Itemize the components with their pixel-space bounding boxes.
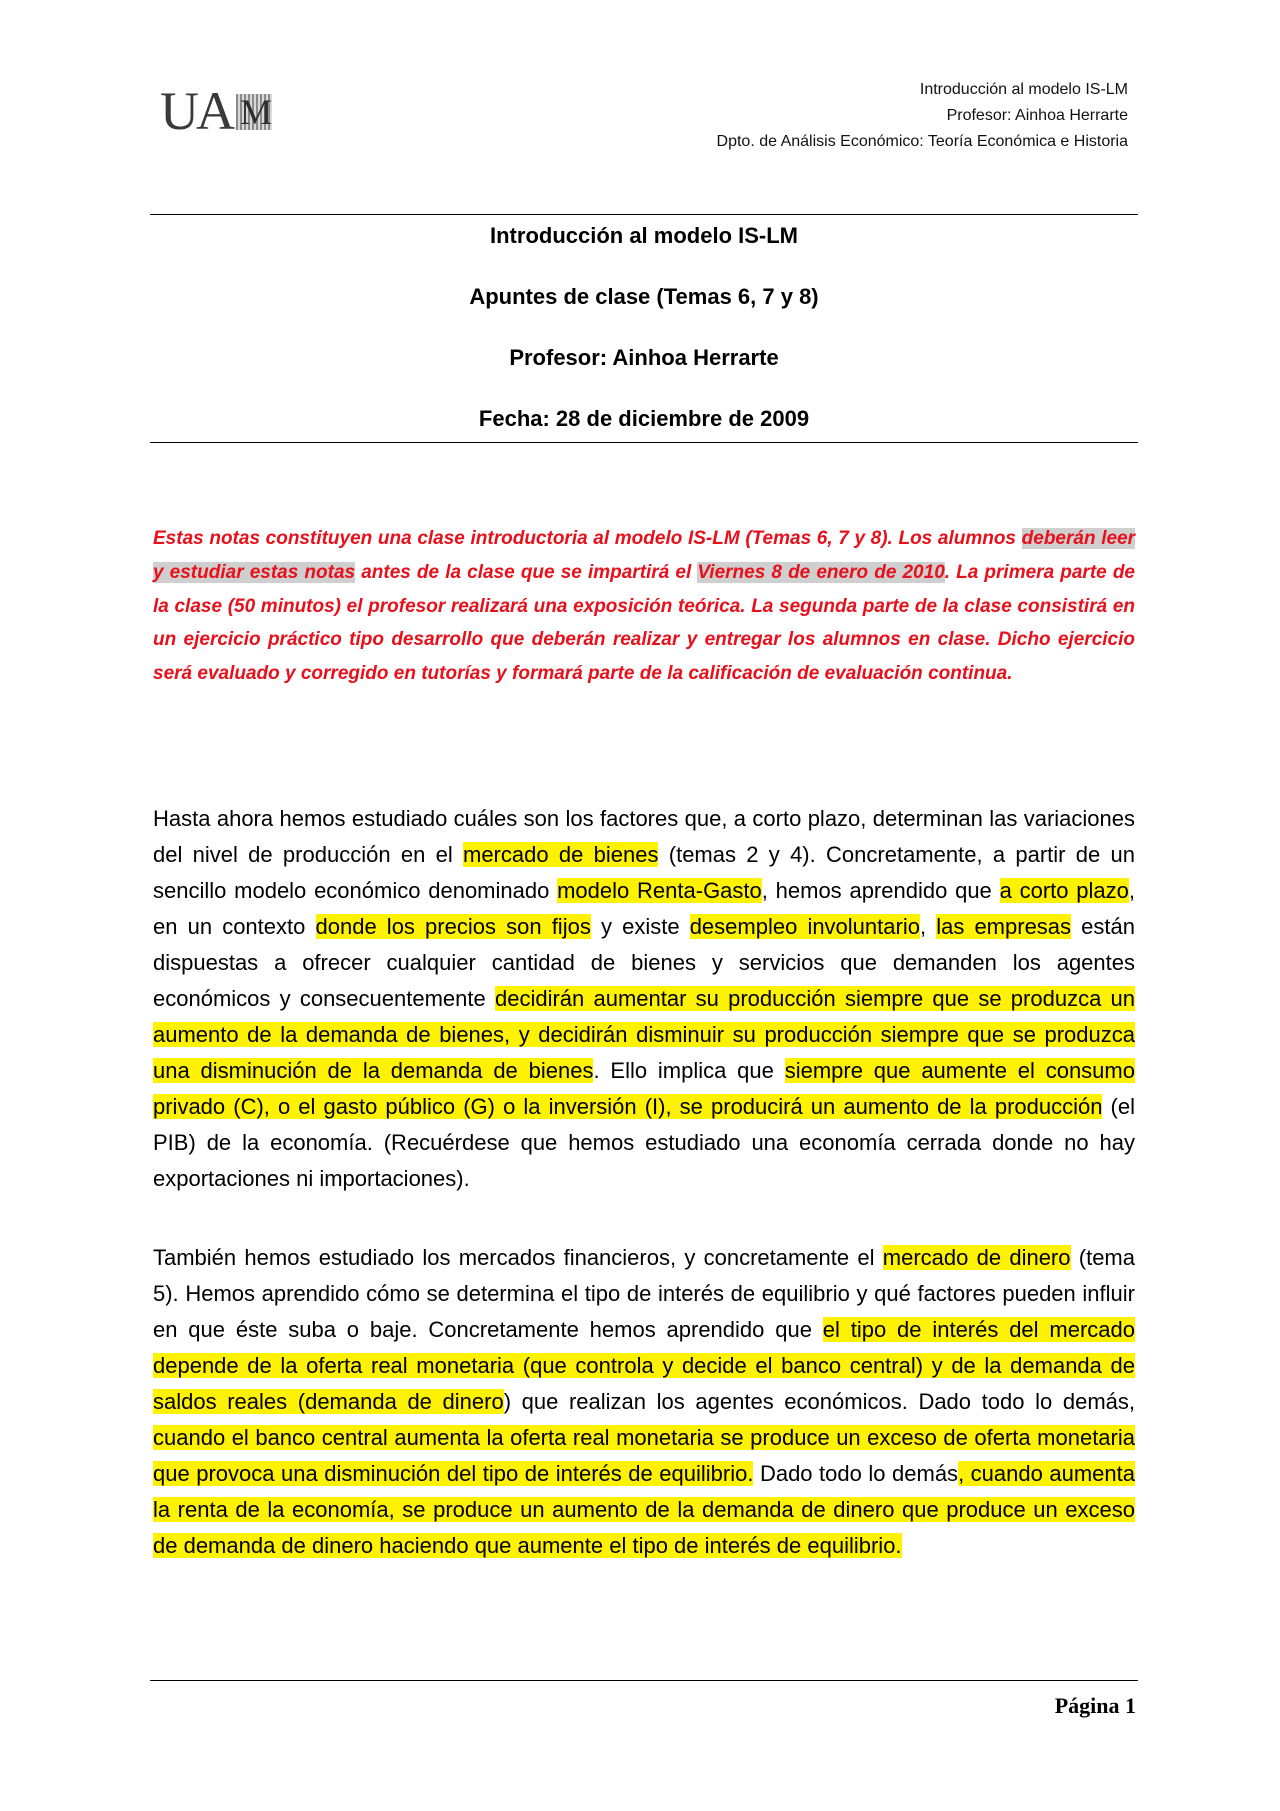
running-header <box>717 77 1128 155</box>
uam-logo <box>160 81 275 141</box>
footer-rule <box>150 1680 1138 1681</box>
doc-title: Introducción al modelo IS-LM <box>490 223 798 248</box>
logo-m: M <box>236 94 272 130</box>
header-line-3: Dpto. de Análisis Económico: Teoría Económica e Historia <box>716 133 1128 150</box>
title-rule-top <box>150 214 1138 215</box>
paragraph-2: También hemos estudiado los mercados financieros, y concretamente el mercado de dinero (tema 5). Hemos aprendido cómo se determina el tipo de interés de equilibrio y qué factores pueden influir en que éste suba o baje. Concretamente hemos aprendido que el tipo de interés del mercado depende de la oferta real monetaria (que controla y decide el banco central) y de la demanda de saldos reales (demanda de dinero) que realizan los agentes económicos. Dado todo lo demás, cuando el banco central aumenta la oferta real monetaria se produce un exceso de oferta monetaria que provoca una disminución del tipo de interés de equilibrio. Dado todo lo demás, cuando aumenta la renta de la economía, se produce un aumento de la demanda de dinero que produce un exceso de demanda de dinero haciendo que aumente el tipo de interés de equilibrio. <box>153 1245 1135 1558</box>
intro-notice: Estas notas constituyen una clase introductoria al modelo IS-LM (Temas 6, 7 y 8). Los alumnos deberán leer y estudiar estas notas antes de la clase que se impartirá el Viernes 8 de enero de 2010. La primera parte de la clase (50 minutos) el profesor realizará una exposición teórica. La segunda parte de la clase consistirá en un ejercicio práctico tipo desarrollo que deberán realizar y entregar los alumnos en clase. Dicho ejercicio será evaluado y corregido en tutorías y formará parte de la calificación de evaluación continua. <box>153 528 1135 685</box>
logo-ua: UA <box>160 81 232 141</box>
title-block <box>150 218 1138 462</box>
doc-author: Profesor: Ainhoa Herrarte <box>509 345 779 370</box>
doc-subtitle: Apuntes de clase (Temas 6, 7 y 8) <box>469 284 819 309</box>
header-line-2: Profesor: Ainhoa Herrarte <box>946 107 1128 124</box>
doc-date: Fecha: 28 de diciembre de 2009 <box>478 406 810 431</box>
title-rule-bottom <box>150 442 1138 443</box>
page-number: Página 1 <box>1054 1693 1136 1718</box>
header-line-1: Introducción al modelo IS-LM <box>919 81 1128 98</box>
paragraph-1: Hasta ahora hemos estudiado cuáles son los factores que, a corto plazo, determinan las variaciones del nivel de producción en el mercado de bienes (temas 2 y 4). Concretamente, a partir de un sencillo modelo económico denominado modelo Renta-Gasto, hemos aprendido que a corto plazo, en un contexto donde los precios son fijos y existe desempleo involuntario, las empresas están dispuestas a ofrecer cualquier cantidad de bienes y servicios que demanden los agentes económicos y consecuentemente decidirán aumentar su producción siempre que se produzca un aumento de la demanda de bienes, y decidirán disminuir su producción siempre que se produzca una disminución de la demanda de bienes. Ello implica que siempre que aumente el consumo privado (C), o el gasto público (G) o la inversión (I), se producirá un aumento de la producción (el PIB) de la economía. (Recuérdese que hemos estudiado una economía cerrada donde no hay exportaciones ni importaciones). <box>153 806 1136 1191</box>
